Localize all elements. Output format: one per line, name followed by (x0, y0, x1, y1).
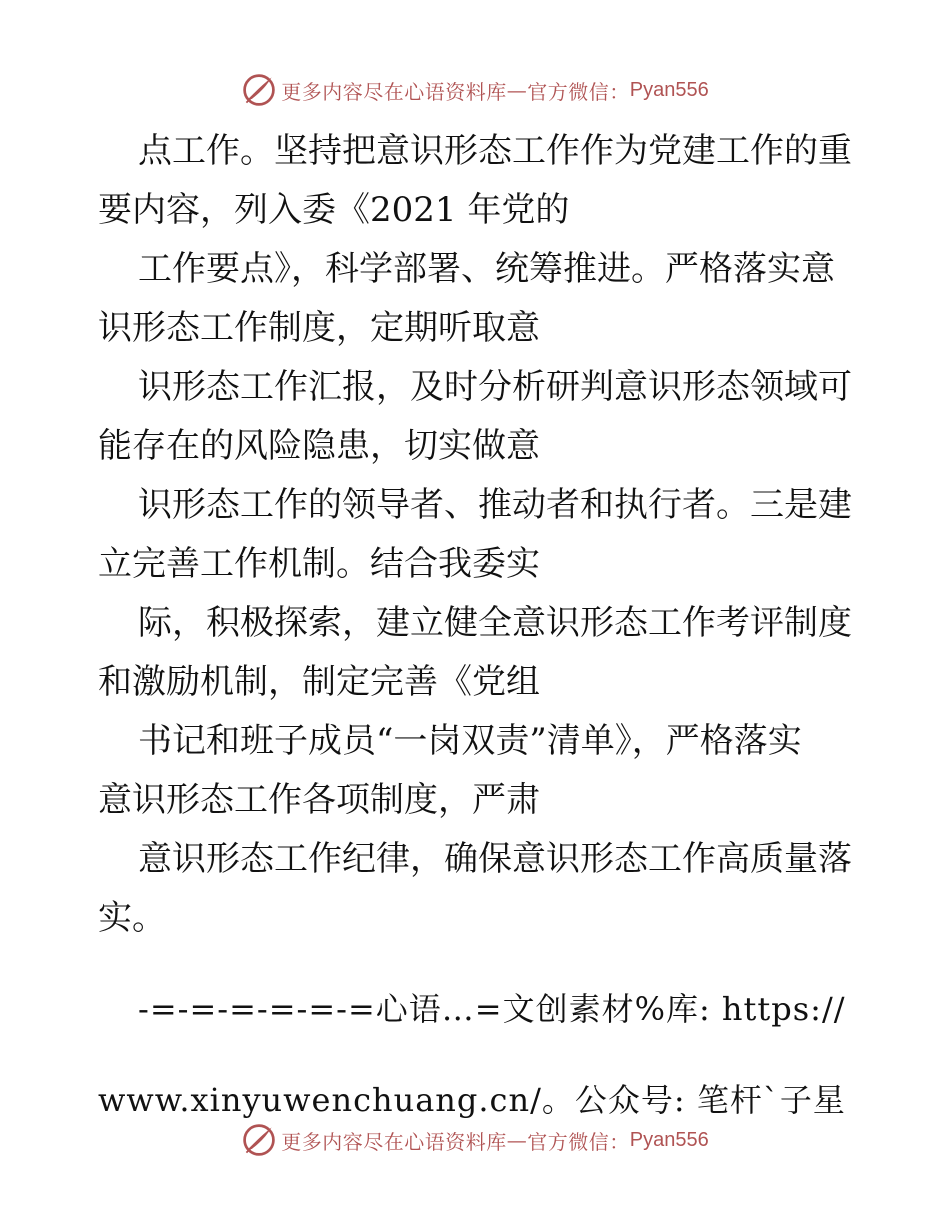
body-line: 能存在的风险隐患，切实做意 (98, 426, 540, 466)
banner-wechat-label: 官方微信： (527, 1129, 630, 1154)
body-line: 工作要点》，科学部署、统筹推进。严格落实意 (138, 249, 835, 289)
body-line: 点工作。坚持把意识形态工作作为党建工作的重 (138, 131, 852, 171)
source-line: -=-=-=-=-=-=心语…=文创素材%库: https:// (138, 990, 846, 1028)
body-line: 立完善工作机制。结合我委实 (98, 544, 540, 584)
footer-watermark (0, 1120, 950, 1160)
banner-dash: — (506, 78, 528, 102)
banner-dash: — (506, 1128, 528, 1152)
body-line: 实。 (98, 898, 166, 938)
body-line: 识形态工作汇报，及时分析研判意识形态领域可 (138, 367, 852, 407)
body-line: 和激励机制，制定完善《党组 (98, 662, 540, 702)
body-line: 书记和班子成员“一岗双责”清单》，严格落实 (138, 721, 802, 761)
header-watermark (0, 70, 950, 110)
body-line: 意识形态工作纪律，确保意识形态工作高质量落 (138, 839, 852, 879)
body-line: 要内容，列入委《2021 年党的 (98, 190, 570, 230)
banner-wechat-label: 官方微信： (527, 79, 630, 104)
body-line: 识形态工作制度，定期听取意 (98, 308, 540, 348)
body-line: 意识形态工作各项制度，严肃 (98, 780, 540, 820)
feather-pen-logo-icon (241, 1122, 277, 1158)
banner-text: 更多内容尽在心语资料库 (281, 79, 507, 104)
banner-text: 更多内容尽在心语资料库 (281, 1129, 507, 1154)
banner-wechat-id: Pyan556 (629, 78, 709, 101)
banner-wechat-id: Pyan556 (629, 1128, 709, 1151)
document-body (98, 122, 858, 1162)
feather-pen-logo-icon (241, 72, 277, 108)
body-line: 识形态工作的领导者、推动者和执行者。三是建 (138, 485, 852, 525)
source-line: www.xinyuwenchuang.cn/。公众号: 笔杆`子星 (98, 1081, 846, 1119)
body-line: 际，积极探索，建立健全意识形态工作考评制度 (138, 603, 852, 643)
